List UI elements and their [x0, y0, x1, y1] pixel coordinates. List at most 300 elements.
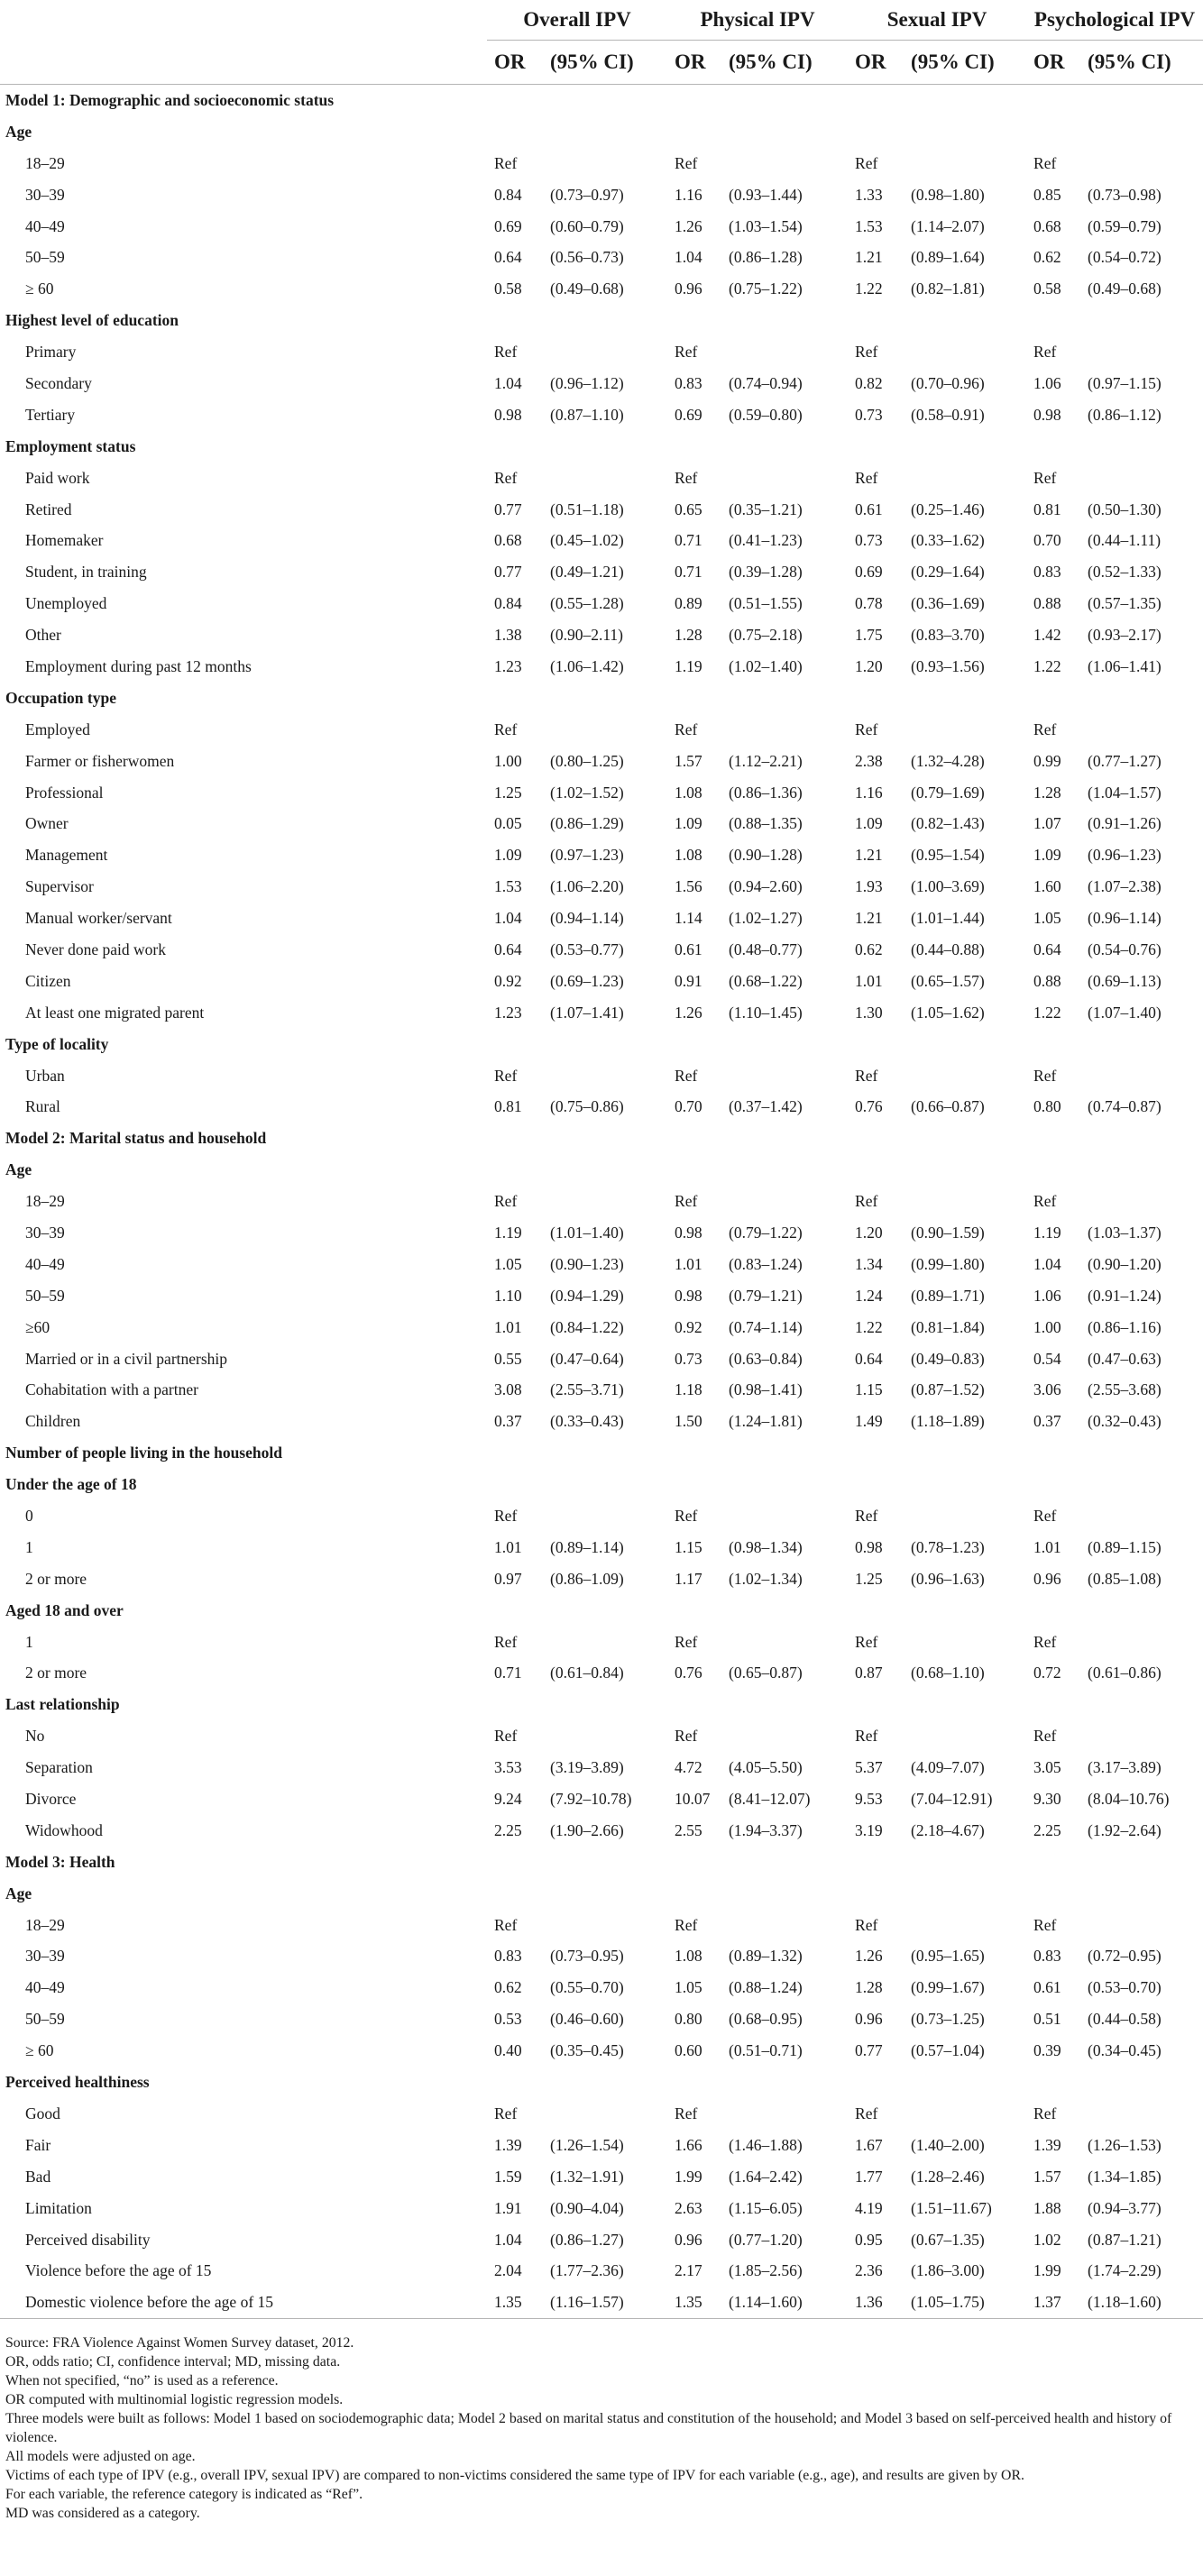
header-psychological-ipv: Psychological IPV [1026, 0, 1203, 41]
row-heading: Model 2: Marital status and household [5, 1129, 267, 1148]
row-heading: Type of locality [5, 1034, 109, 1053]
or-value [848, 1689, 911, 1720]
or-value: 1.04 [494, 909, 522, 928]
or-value: Ref [675, 1632, 698, 1651]
or-value: 1.25 [494, 783, 522, 802]
or-value [487, 85, 550, 116]
ci-value: (1.92–2.64) [1088, 1820, 1162, 1839]
or-value: 1.26 [675, 216, 703, 235]
ci-value [911, 683, 1026, 714]
ci-value: (0.65–1.57) [911, 971, 985, 990]
model-heading-row [0, 1847, 1203, 1878]
or-value: 0.88 [1033, 971, 1061, 990]
table-row [0, 1752, 1203, 1783]
row-heading: Occupation type [5, 688, 116, 707]
table-row [0, 903, 1203, 934]
table-row [0, 211, 1203, 243]
ci-value: (1.46–1.88) [729, 2135, 803, 2154]
table-row [0, 2255, 1203, 2287]
or-value: 2.17 [675, 2261, 703, 2280]
or-value: 1.20 [855, 1224, 883, 1242]
or-value: 0.95 [855, 2230, 883, 2249]
table-row [0, 1972, 1203, 2003]
ci-value [550, 1847, 667, 1878]
table-row [0, 1406, 1203, 1437]
or-value: 1.01 [494, 1317, 522, 1336]
header-or: OR [487, 41, 550, 85]
or-value: 1.22 [1033, 1003, 1061, 1022]
or-value [487, 1847, 550, 1878]
table-row [0, 1375, 1203, 1407]
ci-value [729, 1910, 848, 1941]
row-label: Management [25, 846, 108, 865]
or-value: Ref [1033, 2104, 1057, 2122]
or-value: 1.28 [675, 626, 703, 645]
ci-value: (0.51–0.71) [729, 2041, 803, 2060]
or-value: 1.07 [1033, 814, 1061, 833]
row-label: Employed [25, 720, 90, 738]
ci-value: (1.77–2.36) [550, 2261, 624, 2280]
table-row [0, 1815, 1203, 1847]
row-label: Fair [25, 2135, 51, 2154]
ci-value: (0.84–1.22) [550, 1317, 624, 1336]
or-value [667, 116, 729, 148]
ci-value: (0.94–1.29) [550, 1286, 624, 1305]
ci-value: (0.83–3.70) [911, 626, 985, 645]
or-value [667, 1154, 729, 1186]
or-value: Ref [855, 720, 878, 738]
or-value [1026, 305, 1088, 336]
table-row [0, 368, 1203, 399]
ci-value: (0.67–1.35) [911, 2230, 985, 2249]
or-value [667, 1878, 729, 1910]
ci-value: (1.02–1.52) [550, 783, 624, 802]
ci-value: (0.88–1.24) [729, 1978, 803, 1997]
or-value: Ref [494, 2104, 518, 2122]
ci-value: (0.68–0.95) [729, 2010, 803, 2029]
or-value: 0.37 [494, 1412, 522, 1431]
row-heading: Perceived healthiness [5, 2073, 150, 2092]
or-value: Ref [1033, 1192, 1057, 1211]
or-value: 1.08 [675, 783, 703, 802]
ci-value [550, 1123, 667, 1154]
ci-value: (1.03–1.37) [1088, 1224, 1162, 1242]
ci-value [729, 85, 848, 116]
footnote-line: Victims of each type of IPV (e.g., overall IPV, sexual IPV) are compared to non-victims considered the same type of IPV for each variable (e.g., age), and results are given by OR. [5, 2468, 1024, 2484]
or-value: 1.56 [675, 877, 703, 896]
or-value: 2.25 [494, 1820, 522, 1839]
or-value: 0.78 [855, 594, 883, 613]
ci-value [550, 1186, 667, 1217]
row-label: Domestic violence before the age of 15 [0, 2287, 487, 2318]
ci-value: (0.77–1.20) [729, 2230, 803, 2249]
row-label: Unemployed [25, 594, 107, 613]
row-label: 1 [25, 1632, 33, 1651]
or-value: 0.84 [494, 594, 522, 613]
or-value: 1.00 [494, 751, 522, 770]
header-overall-ipv: Overall IPV [487, 0, 667, 41]
table-row [0, 839, 1203, 871]
ci-value: (0.69–1.23) [550, 971, 624, 990]
or-value [1026, 1689, 1088, 1720]
row-label: Employment during past 12 months [25, 656, 252, 675]
or-value: 1.57 [1033, 2167, 1061, 2186]
ci-value: (0.65–0.87) [729, 1664, 803, 1682]
ci-value [729, 148, 848, 179]
ci-value: (7.92–10.78) [550, 1790, 632, 1809]
or-value [487, 431, 550, 463]
row-label: 1 [25, 1537, 33, 1556]
or-value [848, 683, 911, 714]
or-value: 1.16 [675, 185, 703, 204]
row-label: Perceived disability [25, 2230, 151, 2249]
or-value: 1.93 [855, 877, 883, 896]
ci-value [1088, 148, 1203, 179]
ci-value [550, 1060, 667, 1092]
ci-value [729, 116, 848, 148]
ci-value: (0.96–1.12) [550, 373, 624, 392]
or-value: 1.20 [855, 656, 883, 675]
ci-value [550, 305, 667, 336]
or-value: 2.04 [494, 2261, 522, 2280]
row-label: Limitation [25, 2198, 92, 2217]
ci-value [1088, 336, 1203, 368]
ci-value: (0.97–1.23) [550, 846, 624, 865]
or-value: Ref [855, 1632, 878, 1651]
or-value: 0.51 [1033, 2010, 1061, 2029]
or-value: 1.53 [855, 216, 883, 235]
or-value: 0.80 [675, 2010, 703, 2029]
ci-value [550, 431, 667, 463]
ci-value: (0.94–1.14) [550, 909, 624, 928]
ci-value: (0.49–0.68) [1088, 280, 1162, 298]
table-row [0, 2224, 1203, 2256]
or-value: Ref [855, 343, 878, 362]
ci-value: (0.85–1.08) [1088, 1569, 1162, 1588]
table-row [0, 148, 1203, 179]
ci-value [550, 1469, 667, 1500]
or-value [667, 431, 729, 463]
or-value: 0.37 [1033, 1412, 1061, 1431]
variable-heading-row [0, 1437, 1203, 1469]
header-group-row [0, 0, 1203, 41]
or-value: 1.57 [675, 751, 703, 770]
table-row [0, 1500, 1203, 1532]
or-value: 0.73 [855, 531, 883, 550]
ci-value: (0.98–1.34) [729, 1537, 803, 1556]
or-value: Ref [675, 1066, 698, 1085]
or-value: 0.69 [494, 216, 522, 235]
or-value: 0.62 [1033, 248, 1061, 267]
ci-value: (0.53–0.77) [550, 940, 624, 958]
ci-value: (0.68–1.22) [729, 971, 803, 990]
ci-value [911, 1123, 1026, 1154]
row-label: Student, in training [25, 563, 147, 582]
or-value: 1.66 [675, 2135, 703, 2154]
or-value: 1.04 [494, 373, 522, 392]
row-label: Secondary [25, 373, 92, 392]
ci-value: (1.94–3.37) [729, 1820, 803, 1839]
ci-value [550, 1878, 667, 1910]
or-value: 1.50 [675, 1412, 703, 1431]
or-value [667, 1847, 729, 1878]
or-value: 1.02 [1033, 2230, 1061, 2249]
row-heading: Number of people living in the household [5, 1444, 282, 1462]
ci-value: (0.61–0.86) [1088, 1664, 1162, 1682]
or-value: 0.76 [855, 1097, 883, 1116]
ci-value: (0.93–1.56) [911, 656, 985, 675]
or-value [667, 1469, 729, 1500]
table-row [0, 934, 1203, 966]
ci-value: (0.49–0.68) [550, 280, 624, 298]
row-label: 40–49 [25, 1254, 65, 1273]
or-value: Ref [494, 468, 518, 487]
or-value: 0.83 [675, 373, 703, 392]
ci-value: (0.33–1.62) [911, 531, 985, 550]
ci-value [729, 1595, 848, 1627]
or-value [1026, 1154, 1088, 1186]
or-value: 0.68 [1033, 216, 1061, 235]
ci-value: (0.88–1.35) [729, 814, 803, 833]
or-value [848, 1469, 911, 1500]
ci-value [1088, 1595, 1203, 1627]
ci-value [911, 463, 1026, 494]
or-value: 0.77 [855, 2041, 883, 2060]
row-label: At least one migrated parent [25, 1003, 205, 1022]
table-row [0, 525, 1203, 556]
or-value: 1.26 [675, 1003, 703, 1022]
ci-value [911, 1910, 1026, 1941]
footnote-line: OR, odds ratio; CI, confidence interval; MD, missing data. [5, 2354, 341, 2370]
or-value [848, 1123, 911, 1154]
row-label: Children [25, 1412, 81, 1431]
or-value: 1.01 [494, 1537, 522, 1556]
table-row [0, 273, 1203, 305]
ci-value: (0.86–1.36) [729, 783, 803, 802]
ci-value: (1.07–2.38) [1088, 877, 1162, 896]
or-value [667, 683, 729, 714]
or-value [1026, 116, 1088, 148]
ci-value: (0.60–0.79) [550, 216, 624, 235]
or-value: 1.04 [675, 248, 703, 267]
ci-value [550, 714, 667, 746]
or-value: 0.73 [675, 1349, 703, 1368]
ci-value: (0.89–1.71) [911, 1286, 985, 1305]
footnote-line: Three models were built as follows: Model 1 based on sociodemographic data; Model 2 based on marital status and constitution of the household; and Model 3 based on self-perceived health and history of violence. [5, 2411, 1172, 2446]
or-value: 0.71 [675, 563, 703, 582]
ci-value [911, 1060, 1026, 1092]
or-value [667, 85, 729, 116]
or-value: 0.60 [675, 2041, 703, 2060]
ci-value: (0.75–2.18) [729, 626, 803, 645]
ci-value: (0.57–1.04) [911, 2041, 985, 2060]
row-label: Urban [25, 1066, 65, 1085]
or-value: Ref [1033, 468, 1057, 487]
or-value: 1.99 [675, 2167, 703, 2186]
or-value [1026, 85, 1088, 116]
row-label: Manual worker/servant [25, 909, 172, 928]
or-value: 3.06 [1033, 1380, 1061, 1399]
or-value: 1.01 [855, 971, 883, 990]
or-value: Ref [494, 1632, 518, 1651]
ci-value: (1.14–1.60) [729, 2287, 848, 2318]
or-value: 0.83 [1033, 563, 1061, 582]
ci-value: (0.90–1.59) [911, 1224, 985, 1242]
ci-value: (0.80–1.25) [550, 751, 624, 770]
or-value: 1.06 [1033, 1286, 1061, 1305]
ci-value [911, 116, 1026, 148]
ci-value: (0.87–1.52) [911, 1380, 985, 1399]
or-value [487, 1437, 550, 1469]
ci-value [729, 2098, 848, 2130]
table-row [0, 777, 1203, 809]
or-value: 1.21 [855, 248, 883, 267]
ci-value: (0.75–0.86) [550, 1097, 624, 1116]
row-label: Citizen [25, 971, 71, 990]
or-value: 1.23 [494, 656, 522, 675]
variable-heading-row [0, 1878, 1203, 1910]
ci-value: (0.61–0.84) [550, 1664, 624, 1682]
ci-value: (1.02–1.34) [729, 1569, 803, 1588]
ci-value: (1.16–1.57) [550, 2287, 667, 2318]
or-value: Ref [494, 343, 518, 362]
ci-value [729, 1437, 848, 1469]
row-label: Divorce [25, 1790, 77, 1809]
or-value: 0.96 [675, 280, 703, 298]
ci-value: (0.70–0.96) [911, 373, 985, 392]
or-value: 1.22 [1033, 656, 1061, 675]
row-heading: Last relationship [5, 1695, 120, 1714]
ci-value [729, 431, 848, 463]
ci-value [911, 1720, 1026, 1752]
or-value: 1.01 [675, 1254, 703, 1273]
ci-value: (3.17–3.89) [1088, 1758, 1162, 1777]
or-value: 1.08 [675, 1947, 703, 1966]
or-value: Ref [1033, 720, 1057, 738]
or-value: 0.88 [1033, 594, 1061, 613]
table-row [0, 2035, 1203, 2067]
ci-value: (0.49–1.21) [550, 563, 624, 582]
or-value: 0.98 [675, 1224, 703, 1242]
table-row [0, 1532, 1203, 1563]
table-row [0, 746, 1203, 777]
ci-value [911, 305, 1026, 336]
ci-value: (0.86–1.27) [550, 2230, 624, 2249]
or-value [1026, 431, 1088, 463]
ci-value [911, 714, 1026, 746]
ci-value [729, 714, 848, 746]
or-value: 0.98 [675, 1286, 703, 1305]
or-value: 0.77 [494, 500, 522, 518]
ci-value: (2.18–4.67) [911, 1820, 985, 1839]
table-row [0, 2003, 1203, 2035]
table-row [0, 1720, 1203, 1752]
ci-value: (0.87–1.10) [550, 405, 624, 424]
table-row [0, 494, 1203, 526]
or-value [667, 2067, 729, 2098]
row-heading: Under the age of 18 [5, 1475, 137, 1494]
or-value: 3.19 [855, 1820, 883, 1839]
ci-value [911, 1878, 1026, 1910]
ci-value [1088, 714, 1203, 746]
or-value: 0.84 [494, 185, 522, 204]
or-value [848, 1595, 911, 1627]
table-row [0, 556, 1203, 588]
ci-value: (1.32–4.28) [911, 751, 985, 770]
ci-value [911, 1029, 1026, 1060]
row-heading: Age [5, 1160, 32, 1179]
row-label: Primary [25, 343, 77, 362]
or-value: Ref [1033, 1727, 1057, 1746]
or-value: 9.30 [1033, 1790, 1061, 1809]
ci-value [911, 1847, 1026, 1878]
table-row [0, 1941, 1203, 1973]
ci-value [1088, 1437, 1203, 1469]
ci-value: (1.15–6.05) [729, 2198, 803, 2217]
variable-heading-row [0, 431, 1203, 463]
header-or: OR [848, 41, 911, 85]
ci-value: (0.89–1.32) [729, 1947, 803, 1966]
ci-value [1088, 431, 1203, 463]
ci-value: (0.73–0.98) [1088, 185, 1162, 204]
ci-value [550, 1029, 667, 1060]
or-value: 1.33 [855, 185, 883, 204]
ci-value: (1.32–1.91) [550, 2167, 624, 2186]
ci-value: (0.73–0.97) [550, 185, 624, 204]
header-physical-ipv: Physical IPV [667, 0, 848, 41]
row-label: Tertiary [25, 405, 76, 424]
or-value: 1.14 [675, 909, 703, 928]
ci-value: (0.33–0.43) [550, 1412, 624, 1431]
or-value: 0.83 [494, 1947, 522, 1966]
ci-value: (1.24–1.81) [729, 1412, 803, 1431]
row-label: Separation [25, 1758, 93, 1777]
or-value: Ref [1033, 1915, 1057, 1934]
ci-value: (0.86–1.09) [550, 1569, 624, 1588]
ci-value: (0.83–1.24) [729, 1254, 803, 1273]
or-value [487, 1029, 550, 1060]
ci-value: (0.66–0.87) [911, 1097, 985, 1116]
ci-value [911, 2098, 1026, 2130]
or-value: 0.70 [675, 1097, 703, 1116]
row-label: Homemaker [25, 531, 104, 550]
ci-value [550, 1689, 667, 1720]
or-value [848, 431, 911, 463]
or-value [487, 2067, 550, 2098]
row-label: Violence before the age of 15 [25, 2261, 212, 2280]
ci-value: (0.48–0.77) [729, 940, 803, 958]
or-value: 0.73 [855, 405, 883, 424]
ci-value [1088, 1060, 1203, 1092]
row-label: Supervisor [25, 877, 94, 896]
ci-value [911, 1627, 1026, 1658]
ci-value [729, 1500, 848, 1532]
ci-value: (3.19–3.89) [550, 1758, 624, 1777]
or-value: 0.54 [1033, 1349, 1061, 1368]
ci-value [729, 1186, 848, 1217]
ci-value: (1.74–2.29) [1088, 2261, 1162, 2280]
header-sub-blank [0, 41, 487, 85]
ci-value: (0.89–1.15) [1088, 1537, 1162, 1556]
ci-value [729, 1469, 848, 1500]
ci-value: (0.86–1.16) [1088, 1317, 1162, 1336]
table-row [0, 1060, 1203, 1092]
ci-value [911, 1500, 1026, 1532]
table-row [0, 242, 1203, 273]
ci-value [1088, 1910, 1203, 1941]
ci-value: (0.74–0.94) [729, 373, 803, 392]
or-value: 1.99 [1033, 2261, 1061, 2280]
